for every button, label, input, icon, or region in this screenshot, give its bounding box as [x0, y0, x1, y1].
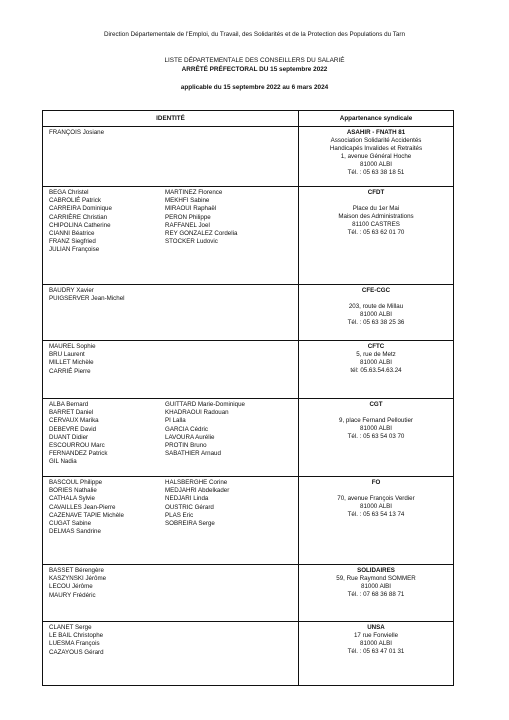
union-address-line: 81100 CASTRES [352, 221, 400, 228]
counselor-name: MIRAOUI Raphaël [165, 205, 217, 213]
identity-cell [43, 341, 299, 398]
identity-cell [43, 477, 299, 564]
union-address-line: Tél. : 05 63 38 18 51 [347, 169, 405, 176]
counselor-name: CLANET Serge [49, 624, 92, 631]
union-cell [299, 127, 453, 186]
counselor-name: LAVOURA Aurélie [165, 433, 215, 441]
counselor-name: REY GONZALEZ Cordelia [165, 230, 238, 238]
identity-column-header: IDENTITÉ [43, 111, 299, 126]
union-address-line: 81000 ALBI [360, 161, 392, 168]
union-address-line: 81000 AlBI [361, 583, 391, 590]
validity-period: applicable du 15 septembre 2022 au 6 mars 2024 [180, 84, 329, 91]
counselor-name: DELMAS Sandrine [49, 528, 101, 536]
table-row [43, 477, 453, 565]
union-address-line: 9, place Fernand Pelloutier [339, 417, 413, 424]
identity-cell [43, 565, 299, 621]
table-row [43, 187, 453, 285]
names-column-1 [49, 287, 165, 340]
counselor-name: FRANÇOIS Josiane [49, 129, 105, 136]
counselor-name: OUSTRIC Gérard [165, 503, 214, 511]
union-address-line: 70, avenue François Verdier [337, 495, 415, 502]
counselor-name: BRU Laurent [49, 351, 85, 359]
names-column-1 [49, 401, 165, 476]
counselor-name: GARCIA Cédric [165, 425, 208, 433]
counselor-name: BASCOUL Philippe [49, 479, 103, 486]
union-name: UNSA [367, 624, 385, 631]
counselor-name: CERVAUX Marika [49, 417, 99, 425]
counselor-name: FRANZ Siegfried [49, 238, 96, 246]
union-cell [299, 565, 453, 621]
counselor-name: DUANT Didier [49, 433, 89, 441]
union-address-line: 5, rue de Metz [356, 351, 396, 358]
counselor-name: BAUDRY Xavier [49, 287, 94, 294]
table-row [43, 341, 453, 399]
counselors-table [42, 110, 454, 686]
union-address-line: Tél. : 05 63 54 03 70 [347, 433, 405, 440]
union-cell [299, 187, 453, 284]
counselor-name: MAUREL Sophie [49, 343, 96, 350]
union-address-line: Tél. : 05 63 62 01 70 [347, 229, 405, 236]
union-address-line: 81000 ALBI [360, 640, 392, 647]
identity-cell [43, 187, 299, 284]
union-address-line: Tél. : 05 63 47 01 31 [347, 648, 405, 655]
counselor-name: CHIPOLINA Catherine [49, 221, 111, 229]
union-address-line: 81000 ALBI [360, 311, 392, 318]
counselor-name: CARREIRA Dominique [49, 205, 112, 213]
counselor-name: LUESMA François [49, 640, 100, 648]
counselor-name: RAFFANEL Joel [165, 221, 210, 229]
title-block [0, 56, 509, 92]
counselor-name: FERNANDEZ Patrick [49, 450, 108, 458]
counselor-name: LECOU Jérôme [49, 583, 93, 591]
counselor-name: CATHALA Sylvie [49, 495, 95, 503]
counselor-name: BORIES Nathalie [49, 487, 97, 495]
union-cell [299, 622, 453, 685]
union-address-line: 81000 ALBI [360, 359, 392, 366]
union-address-line: 17 rue Fonvielle [353, 632, 399, 639]
union-cell [299, 341, 453, 398]
union-name: CFDT [367, 189, 385, 196]
counselor-name: MAURY Frédéric [49, 591, 96, 599]
union-cell [299, 285, 453, 340]
counselor-name: MILLET Michèle [49, 359, 94, 367]
decree-title: ARRÊTÉ PRÉFECTORAL DU 15 septembre 2022 [181, 66, 328, 73]
table-header [43, 111, 453, 127]
table-body [43, 127, 453, 685]
union-name: SOLIDAIRES [357, 567, 395, 574]
counselor-name: SOBREIRA Serge [165, 520, 215, 528]
union-name: CFTC [367, 343, 385, 350]
identity-cell [43, 285, 299, 340]
union-address-line: 81000 ALBI [360, 425, 392, 432]
names-column-1 [49, 479, 165, 564]
counselor-name: DEBEVRE David [49, 425, 97, 433]
union-name: CFE-CGC [361, 287, 391, 294]
counselor-name: MARTINEZ Florence [165, 189, 223, 196]
counselor-name: BASSET Bérengère [49, 567, 104, 574]
counselor-name: CAZAYOUS Gérard [49, 648, 104, 656]
counselor-name: JULIAN Françoise [49, 246, 100, 254]
names-column-1 [49, 624, 165, 685]
names-column-1 [49, 129, 165, 186]
counselor-name: SABATHIER Arnaud [165, 450, 221, 458]
union-address-line: Tél. : 05 63 38 25 36 [347, 319, 405, 326]
union-address-line [299, 197, 453, 205]
union-address-line: Tél. : 05 63 54 13 74 [347, 511, 405, 518]
table-row [43, 565, 453, 622]
counselor-name: MEKHFI Sabine [165, 197, 210, 205]
counselor-name: PLAS Eric [165, 511, 194, 519]
counselor-name: CABROLIÉ Patrick [49, 197, 101, 205]
table-row [43, 622, 453, 685]
counselor-name: LE BAIL Christophe [49, 632, 104, 640]
identity-cell [43, 622, 299, 685]
identity-cell [43, 399, 299, 476]
names-column-1 [49, 189, 165, 284]
counselor-name: MEDJAHRI Abdelkader [165, 487, 230, 495]
union-address-line [299, 487, 453, 495]
names-column-2 [165, 479, 295, 564]
counselor-name: PUIGSERVER Jean-Michel [49, 295, 125, 303]
names-column-2 [165, 401, 295, 476]
names-column-1 [49, 567, 165, 621]
counselor-name: KASZYNSKI Jérôme [49, 575, 107, 583]
union-address-line [299, 295, 453, 303]
counselor-name: CUGAT Sabine [49, 520, 92, 528]
union-cell [299, 477, 453, 564]
counselor-name: ESCOURROU Marc [49, 442, 105, 450]
counselor-name: BARRET Daniel [49, 409, 94, 417]
counselor-name: CAVAILLES Jean-Pierre [49, 503, 116, 511]
counselor-name: ALBA Bernard [49, 401, 89, 408]
union-address-line: tél: 05.63.54.63.24 [350, 367, 402, 374]
union-column-header: Appartenance syndicale [339, 115, 413, 122]
union-name: FO [371, 479, 381, 486]
union-address-line: 203, route de Millau [348, 303, 404, 310]
counselor-name: KHADRAOUI Radouan [165, 409, 229, 417]
counselor-name: CARRIÉ Pierre [49, 367, 91, 375]
union-address-line: Association Solidarité Accidentés [330, 137, 422, 144]
union-address-line [299, 409, 453, 417]
counselor-name: PI Lalla [165, 417, 186, 425]
counselor-name: NEDJARI Linda [165, 495, 209, 503]
union-name: ASAHIR - FNATH 81 [346, 129, 406, 136]
union-address-line: 81000 ALBI [360, 503, 392, 510]
counselor-name: HALSBERGHE Corine [165, 479, 228, 486]
union-address-line: Tél. : 07 68 36 88 71 [347, 591, 405, 598]
union-address-line: 59, Rue Raymond SOMMER [336, 575, 416, 582]
table-row [43, 285, 453, 341]
union-address-line: 1, avenue Général Hoche [340, 153, 412, 160]
counselor-name: GIL Nadia [49, 458, 77, 466]
counselor-name: GUITTARD Marie-Dominique [165, 401, 245, 408]
names-column-2 [165, 189, 295, 284]
counselor-name: CARRIÈRE Christian [49, 213, 108, 221]
union-address-line: Maison des Administrations [338, 213, 414, 220]
union-address-line: Place du 1er Mai [352, 205, 400, 212]
counselor-name: CAZENAVE TAPIE Michèle [49, 511, 124, 519]
table-row [43, 399, 453, 477]
names-column-1 [49, 343, 165, 398]
identity-cell [43, 127, 299, 186]
table-row [43, 127, 453, 187]
list-title: LISTE DÉPARTEMENTALE DES CONSEILLERS DU SALARIÉ [164, 57, 345, 64]
department-header: Direction Départementale de l'Emploi, du Travail, des Solidarités et de la Protection des Populations du Tarn [103, 31, 406, 38]
counselor-name: STOCKER Ludovic [165, 238, 218, 246]
counselor-name: CIANNI Béatrice [49, 230, 95, 238]
counselor-name: BEGA Christel [49, 189, 89, 196]
union-address-line: Handicapés Invalides et Retraités [329, 145, 423, 152]
counselor-name: PERON Philippe [165, 213, 211, 221]
counselor-name: PROTIN Bruno [165, 442, 207, 450]
union-cell [299, 399, 453, 476]
union-name: CGT [369, 401, 383, 408]
